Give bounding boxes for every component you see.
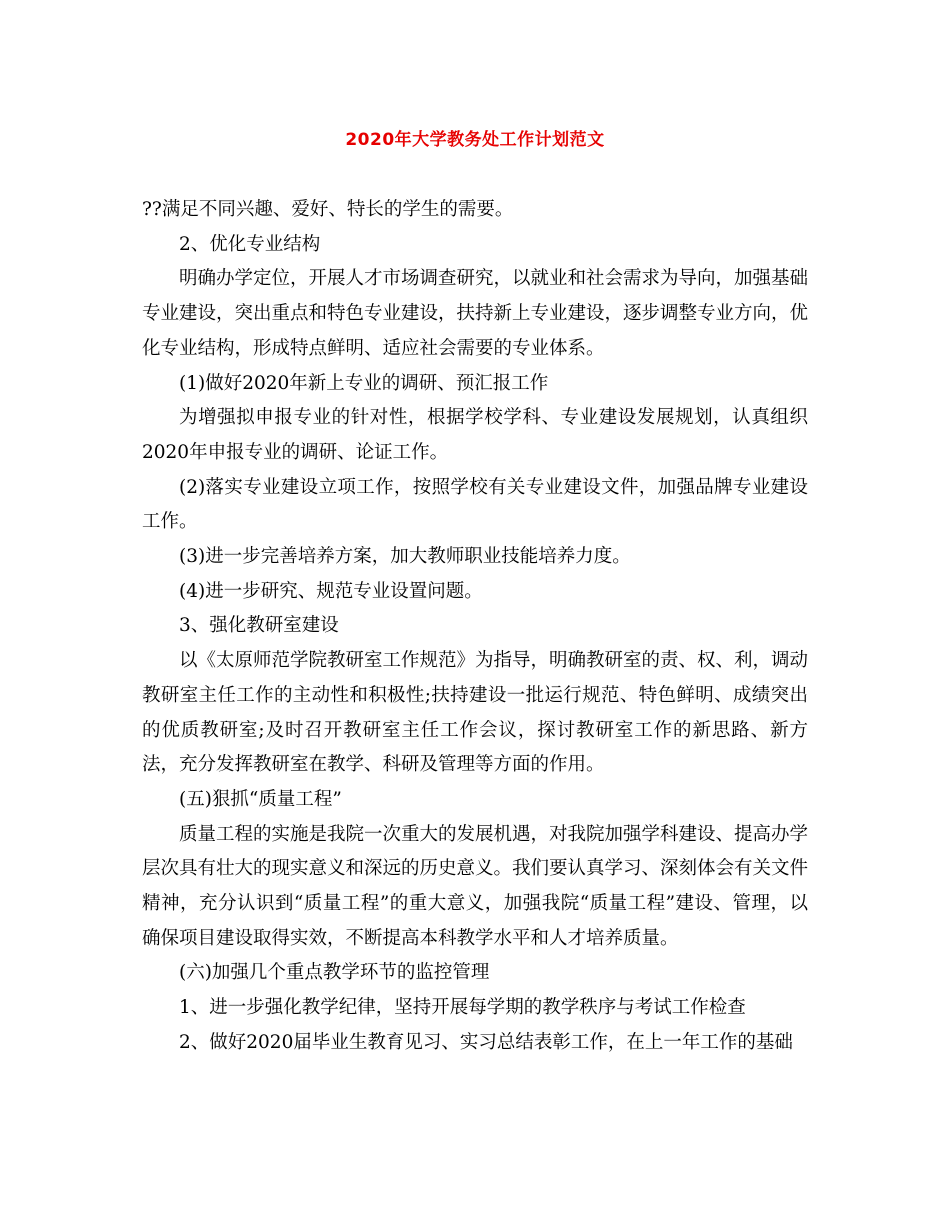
paragraph: 明确办学定位，开展人才市场调查研究，以就业和社会需求为导向，加强基础专业建设，突出重点和特色专业建设，扶持新上专业建设，逐步调整专业方向，优化专业结构，形成特点鲜明、适应社会需要的专业体系。 (142, 268, 809, 359)
paragraph: 1、进一步强化教学纪律，坚持开展每学期的教学秩序与考试工作检查 (179, 997, 746, 1019)
paragraph: 质量工程的实施是我院一次重大的发展机遇，对我院加强学科建设、提高办学层次具有壮大的现实意义和深远的历史意义。我们要认真学习、深刻体会有关文件精神，充分认识到“质量工程”的重大意义，加强我院“质量工程”建设、管理，以确保项目建设取得实效，不断提高本科教学水平和人才培养质量。 (142, 823, 809, 949)
paragraph: 2、做好2020届毕业生教育见习、实习总结表彰工作，在上一年工作的基础 (179, 1031, 793, 1053)
paragraph: (3)进一步完善培养方案，加大教师职业技能培养力度。 (179, 546, 631, 568)
paragraph: 为增强拟申报专业的针对性，根据学校学科、专业建设发展规划，认真组织2020年申报专业的调研、论证工作。 (142, 407, 808, 463)
paragraph: 3、强化教研室建设 (179, 615, 339, 637)
document-body (142, 193, 808, 1061)
paragraph: (六)加强几个重点教学环节的监控管理 (179, 962, 490, 984)
paragraph: 2、优化专业结构 (179, 233, 321, 255)
document-title: 2020年大学教务处工作计划范文 (345, 130, 605, 150)
paragraph: ??满足不同兴趣、爱好、特长的学生的需要。 (142, 199, 514, 220)
paragraph: (1)做好2020年新上专业的调研、预汇报工作 (179, 372, 549, 394)
paragraph: (五)狠抓“质量工程” (179, 788, 342, 810)
paragraph: (4)进一步研究、规范专业设置问题。 (179, 580, 483, 602)
paragraph: 以《太原师范学院教研室工作规范》为指导，明确教研室的责、权、利，调动教研室主任工作的主动性和积极性;扶持建设一批运行规范、特色鲜明、成绩突出的优质教研室;及时召开教研室主任工作会议，探讨教研室工作的新思路、新方法，充分发挥教研室在教学、科研及管理等方面的作用。 (142, 650, 809, 776)
paragraph: (2)落实专业建设立项工作，按照学校有关专业建设文件，加强品牌专业建设工作。 (142, 476, 808, 533)
